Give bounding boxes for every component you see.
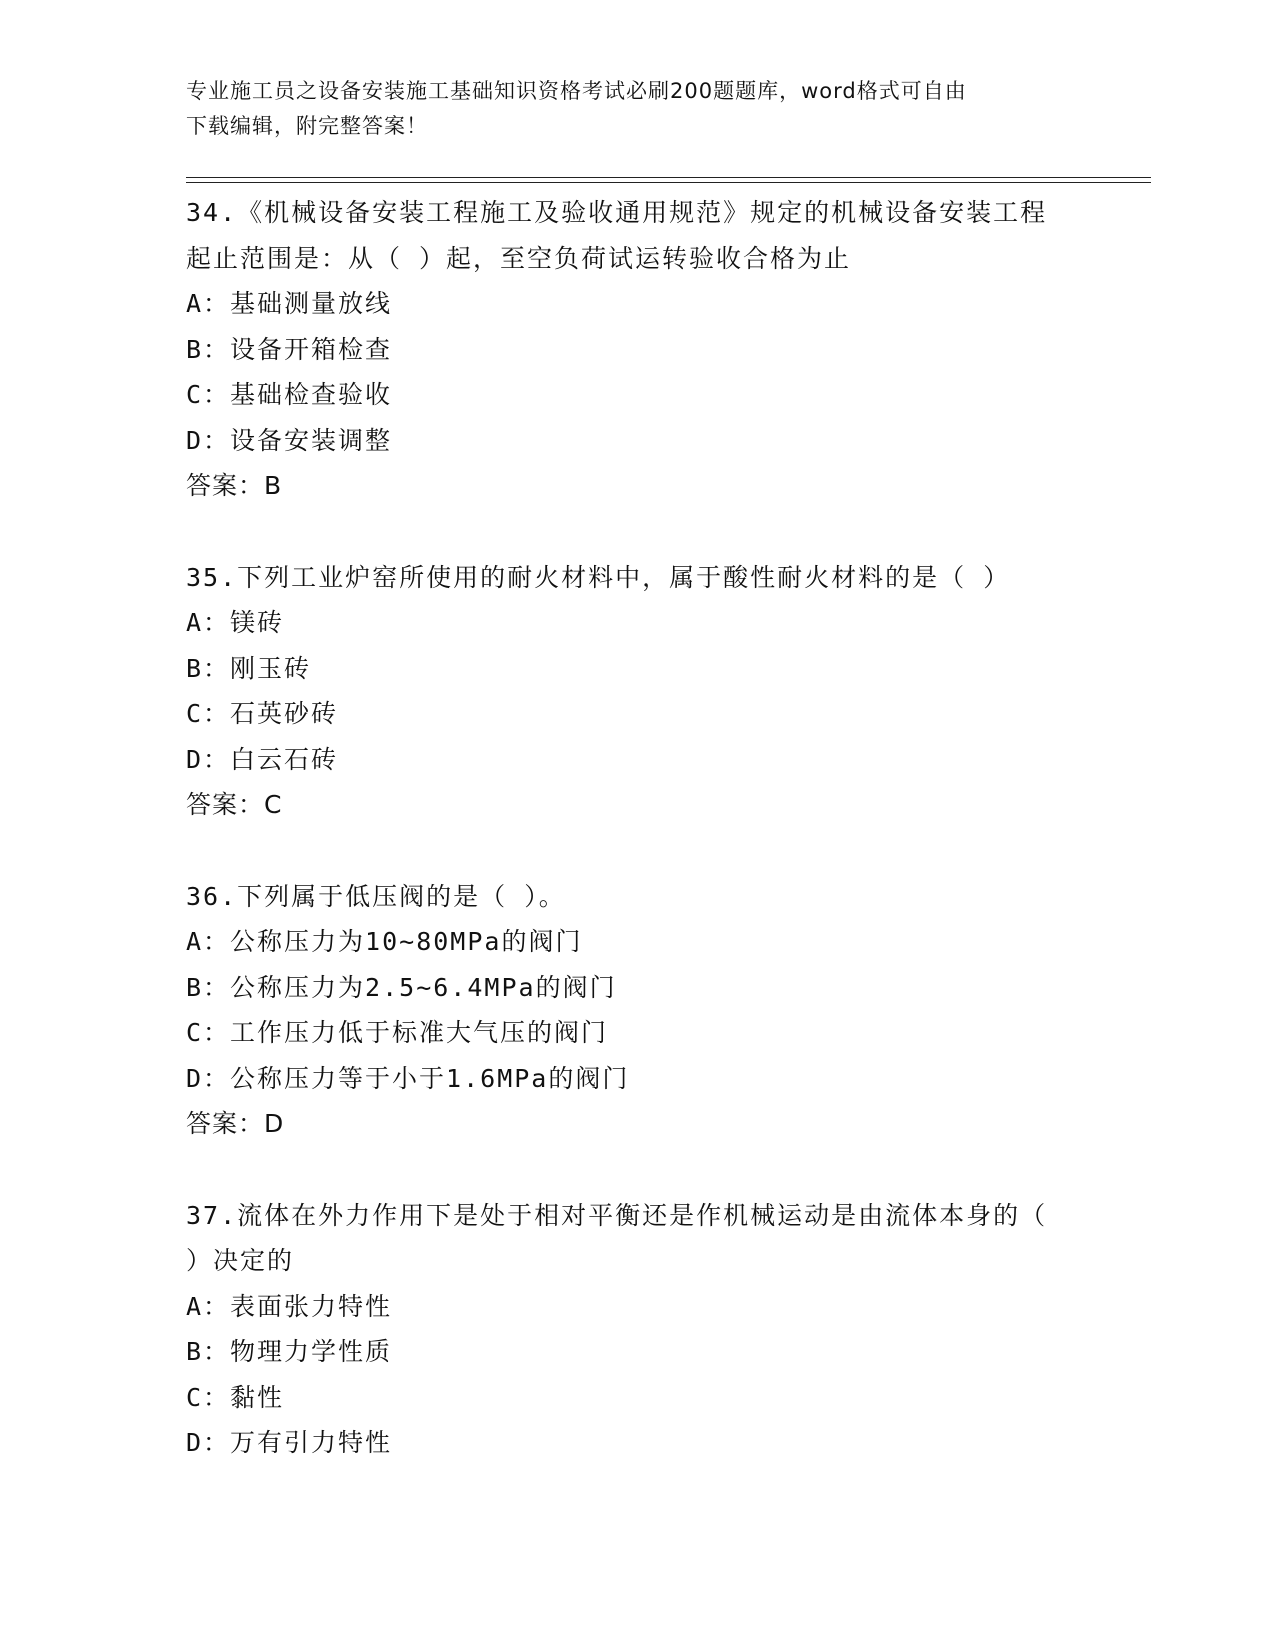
option-d: D：设备安装调整 xyxy=(186,425,393,455)
option-c: C：石英砂砖 xyxy=(186,699,339,728)
answer-line: 答案：B xyxy=(186,471,283,500)
option-a: A：基础测量放线 xyxy=(186,289,393,318)
option-a: A：镁砖 xyxy=(186,608,285,637)
question-36 xyxy=(186,874,1146,1147)
header-title-line-1: 专业施工员之设备安装施工基础知识资格考试必刷200题题库，word格式可自由 xyxy=(186,79,967,103)
option-c: C：工作压力低于标准大气压的阀门 xyxy=(186,1018,609,1047)
question-list xyxy=(186,190,1146,1512)
question-stem: 34.《机械设备安装工程施工及验收通用规范》规定的机械设备安装工程起止范围是：从（ ）起，至空负荷试运转验收合格为止 xyxy=(186,198,1048,273)
option-d: D：白云石砖 xyxy=(186,744,339,774)
option-b: B：公称压力为2.5~6.4MPa的阀门 xyxy=(186,972,617,1002)
option-a: A：表面张力特性 xyxy=(186,1291,393,1321)
header-divider-bottom xyxy=(186,182,1151,183)
option-a: A：公称压力为10~80MPa的阀门 xyxy=(186,927,583,956)
option-d: D：公称压力等于小于1.6MPa的阀门 xyxy=(186,1063,630,1093)
question-35 xyxy=(186,555,1146,828)
answer-line: 答案：D xyxy=(186,1109,285,1138)
header-title-line-2: 下载编辑，附完整答案！ xyxy=(186,114,428,138)
option-b: B：物理力学性质 xyxy=(186,1337,393,1366)
option-c: C：黏性 xyxy=(186,1382,285,1412)
question-stem: 36.下列属于低压阀的是（ ）。 xyxy=(186,881,566,911)
header-divider-top xyxy=(186,177,1151,178)
option-d: D：万有引力特性 xyxy=(186,1428,393,1457)
question-stem: 37.流体在外力作用下是处于相对平衡还是作机械运动是由流体本身的（ ）决定的 xyxy=(186,1200,1048,1275)
answer-line: 答案：C xyxy=(186,790,283,819)
question-37 xyxy=(186,1193,1146,1466)
option-b: B：设备开箱检查 xyxy=(186,334,393,364)
option-b: B：刚玉砖 xyxy=(186,653,312,683)
question-stem: 35.下列工业炉窑所使用的耐火材料中，属于酸性耐火材料的是（ ） xyxy=(186,562,1011,592)
document-header xyxy=(186,74,1066,144)
option-c: C：基础检查验收 xyxy=(186,380,393,409)
question-34 xyxy=(186,190,1146,509)
